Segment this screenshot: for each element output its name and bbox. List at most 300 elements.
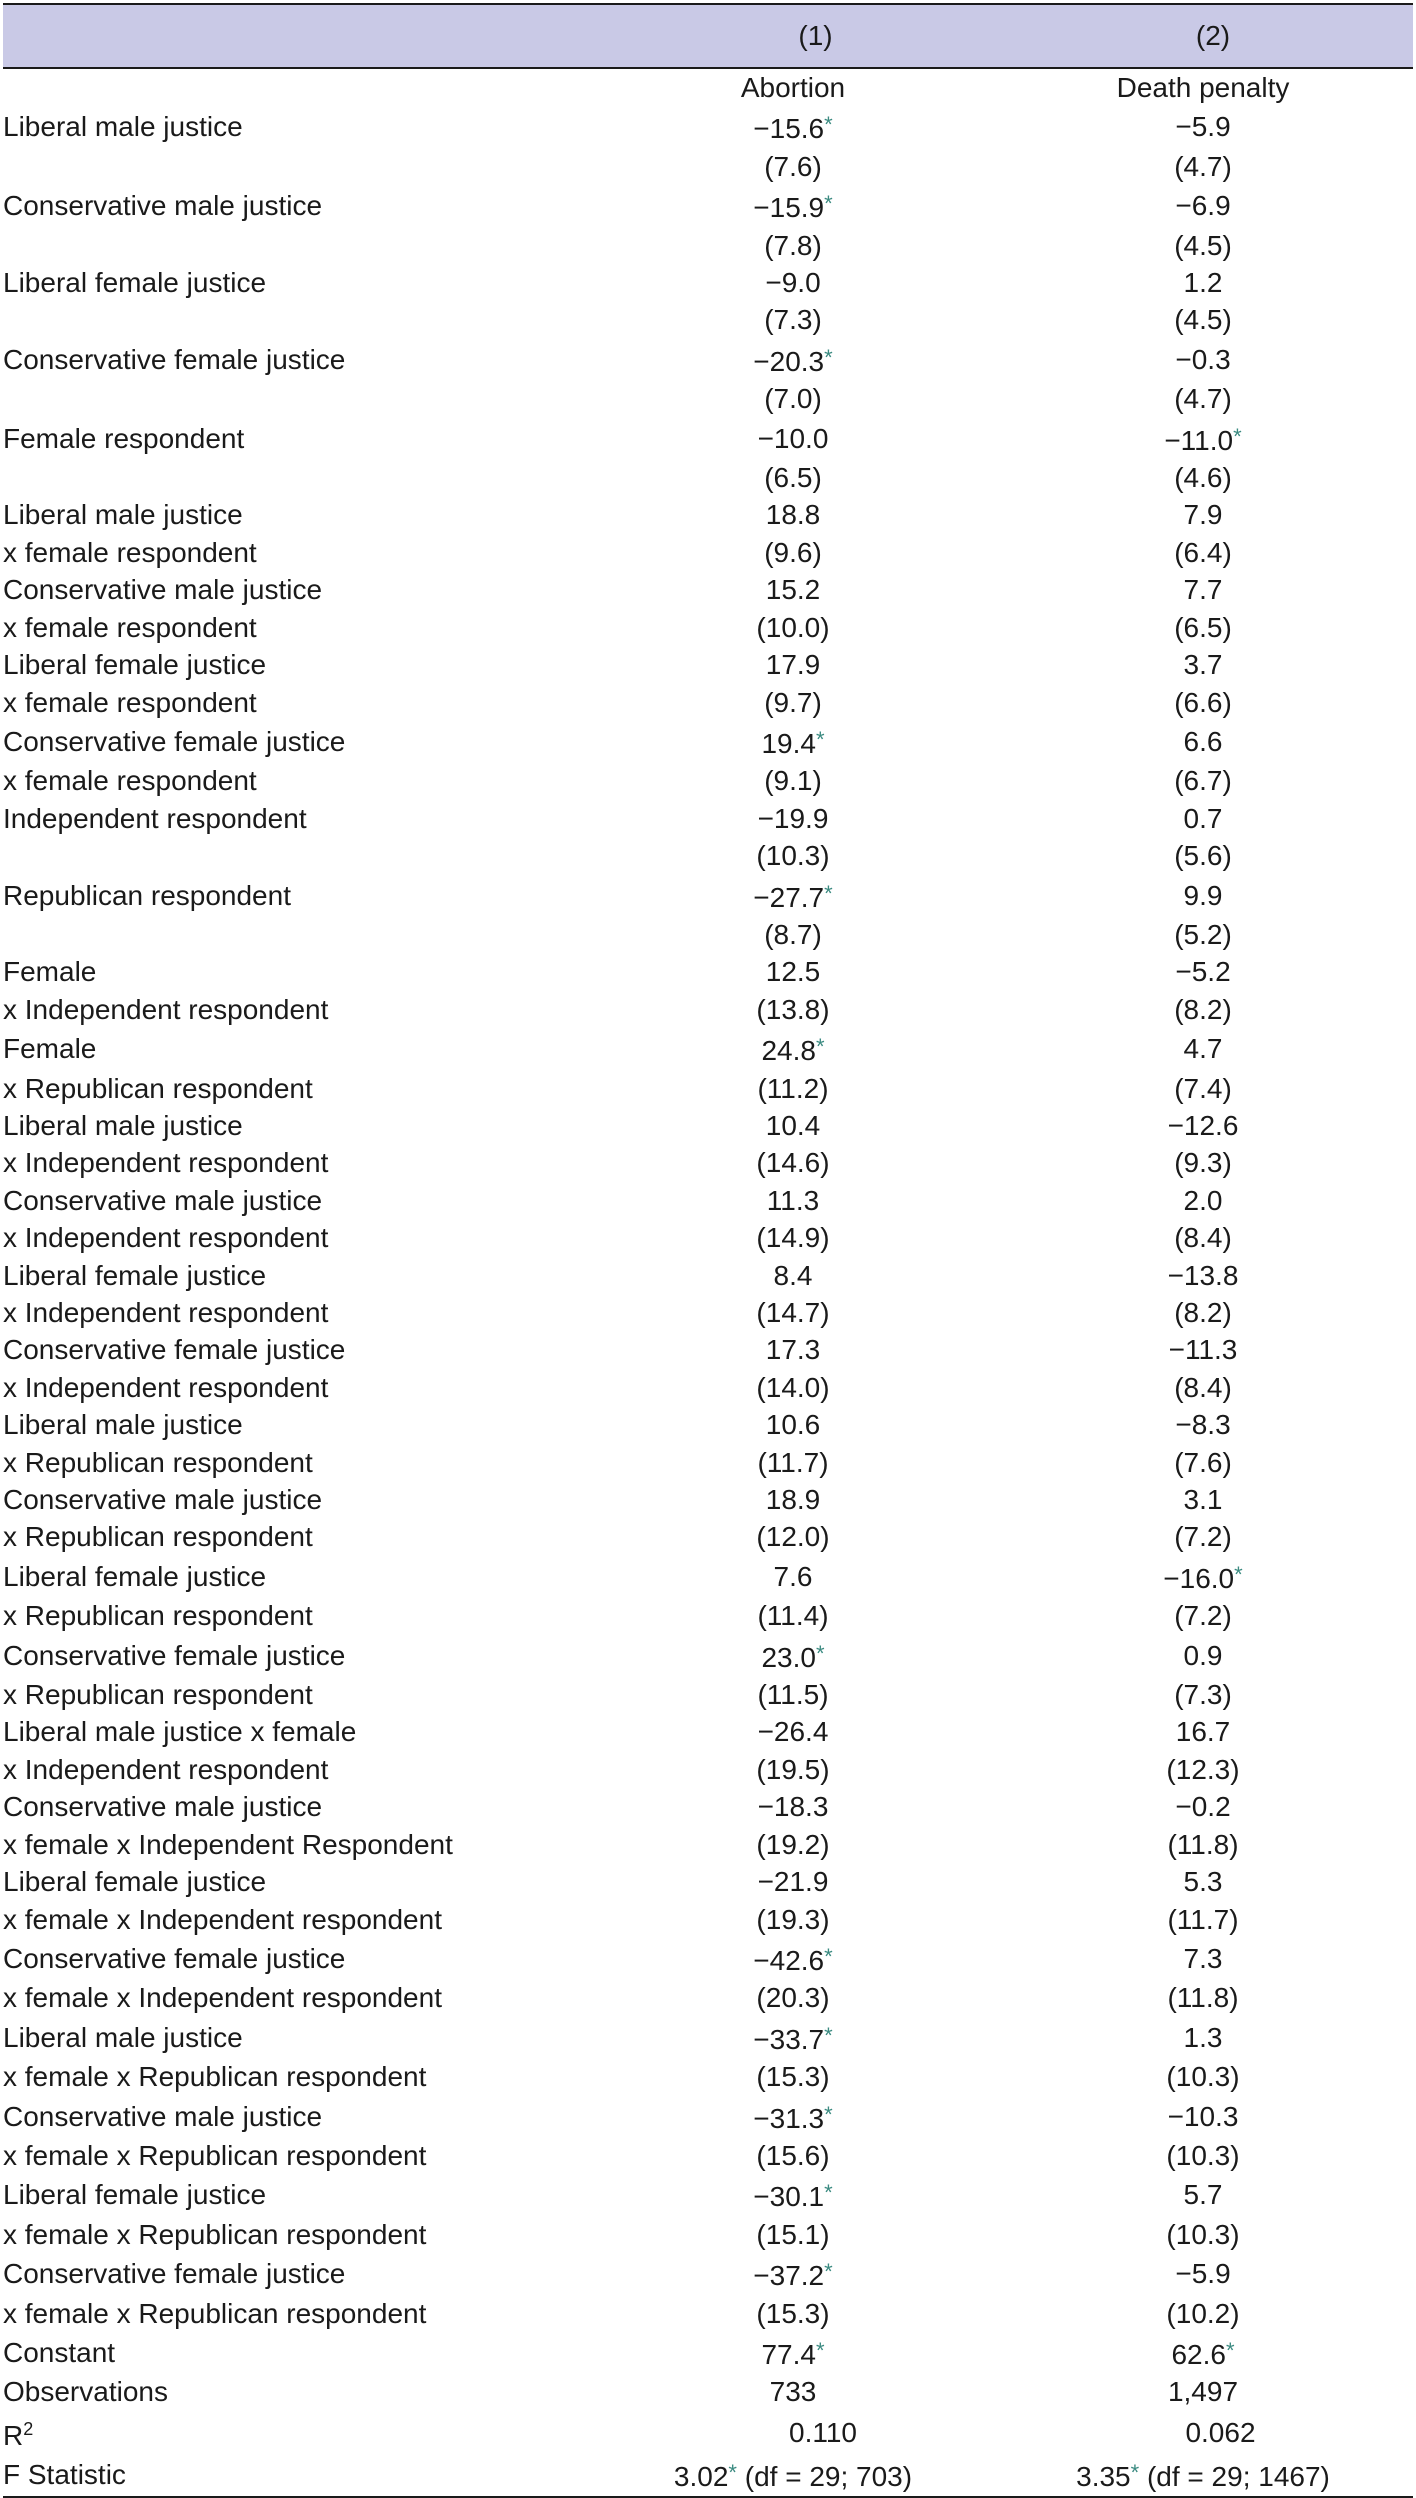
table-row (3, 2295, 1413, 2332)
table-row (3, 185, 1413, 226)
table-row (3, 1369, 1413, 1406)
abortion-value (593, 106, 993, 147)
abortion-value-text: (12.0) (756, 1521, 830, 1553)
abortion-value (593, 916, 993, 953)
abortion-value (593, 1751, 993, 1788)
death-penalty-value (993, 380, 1413, 417)
table-row (3, 1751, 1413, 1788)
regression-table (3, 3, 1413, 2498)
table-row (3, 571, 1413, 608)
abortion-value-text: 18.9 (765, 1484, 821, 1516)
table-row (3, 1331, 1413, 1368)
significance-star: * (815, 2337, 825, 2363)
abortion-value (593, 2295, 993, 2332)
row-label: x female x Republican respondent (3, 2139, 427, 2171)
row-label: Conservative male justice (3, 574, 323, 606)
death-penalty-value-text: 1,497 (1167, 2376, 1239, 2408)
abortion-value-text: (15.3) (756, 2061, 830, 2093)
table-row (3, 1481, 1413, 1518)
table-row (3, 418, 1413, 459)
row-label: Observations (3, 2376, 168, 2408)
table-row (3, 339, 1413, 380)
table-row (3, 459, 1413, 496)
abortion-value (593, 459, 993, 496)
abortion-value-text: −31.3 (753, 2102, 825, 2134)
death-penalty-value-text: 1.3 (1183, 2021, 1223, 2053)
row-label: Liberal male justice (3, 1109, 243, 1141)
death-penalty-value (993, 762, 1413, 799)
column-number-1: (1) (593, 4, 993, 68)
r-squared-label (3, 2411, 593, 2454)
abortion-value-text: 19.4 (761, 727, 816, 759)
abortion-value-text: (11.7) (757, 1446, 829, 1478)
abortion-value (593, 2174, 993, 2215)
table-row (3, 800, 1413, 837)
death-penalty-value-text: −11.3 (1168, 1334, 1238, 1366)
row-label: Conservative male justice (3, 1791, 323, 1823)
table-row (3, 721, 1413, 762)
row-label: x Republican respondent (3, 1521, 313, 1553)
death-penalty-value-text: −10.3 (1167, 2100, 1239, 2132)
death-penalty-value (993, 1556, 1413, 1597)
abortion-value (593, 1331, 993, 1368)
abortion-value-text: −30.1 (753, 2181, 825, 2213)
death-penalty-value-text: −5.9 (1175, 2258, 1231, 2290)
death-penalty-value-text: (12.3) (1166, 1753, 1240, 1785)
abortion-value (593, 1979, 993, 2016)
abortion-value (593, 301, 993, 338)
abortion-value-text: 77.4 (761, 2338, 816, 2370)
abortion-value (593, 991, 993, 1028)
row-label (3, 837, 593, 874)
row-label: Liberal female justice (3, 267, 267, 299)
row-label: x Independent respondent (3, 1297, 329, 1328)
death-penalty-value (993, 1331, 1413, 1368)
table-row (3, 609, 1413, 646)
abortion-value-text: 8.4 (773, 1259, 813, 1291)
table-row (3, 2332, 1413, 2373)
header-blank (3, 4, 593, 68)
table-body (3, 68, 1413, 2497)
death-penalty-value-text: 62.6 (1171, 2338, 1226, 2370)
death-penalty-value (993, 875, 1413, 916)
abortion-value-text: −33.7 (753, 2023, 825, 2055)
death-penalty-value-text: (11.8) (1167, 1982, 1239, 2014)
significance-star: * (1233, 423, 1242, 449)
abortion-value (593, 762, 993, 799)
table-row (3, 2216, 1413, 2253)
table-row (3, 1713, 1413, 1750)
abortion-value-text: (7.8) (764, 229, 822, 261)
row-label: x Independent respondent (3, 1753, 329, 1785)
abortion-value-text: −15.9 (753, 192, 825, 224)
row-label: Liberal male justice (3, 1409, 243, 1441)
table-row (3, 534, 1413, 571)
death-penalty-value-text: (10.3) (1166, 2061, 1240, 2093)
death-penalty-value-text: (7.3) (1174, 1679, 1232, 1711)
abortion-value-text: 17.3 (765, 1334, 821, 1366)
f-statistic-row (3, 2454, 1413, 2496)
row-label: x female x Independent Respondent (3, 1828, 453, 1860)
abortion-value-text: (11.2) (757, 1072, 829, 1104)
abortion-value (593, 1070, 993, 1107)
death-penalty-value (993, 2096, 1413, 2137)
abortion-value (593, 1713, 993, 1750)
death-penalty-value (993, 1788, 1413, 1825)
death-penalty-value (993, 2017, 1413, 2058)
death-penalty-value-text: (4.7) (1174, 383, 1232, 415)
table-row (3, 991, 1413, 1028)
table-row (3, 1863, 1413, 1900)
row-label: Conservative female justice (3, 343, 346, 375)
row-label: Liberal male justice x female (3, 1716, 357, 1748)
abortion-value (593, 1028, 993, 1069)
abortion-value (593, 1556, 993, 1597)
abortion-value-text: −15.6 (753, 113, 825, 145)
death-penalty-value-text: −12.6 (1167, 1109, 1239, 1141)
abortion-value-text: (7.6) (764, 150, 822, 182)
death-penalty-value (993, 1901, 1413, 1938)
death-penalty-value (993, 1294, 1413, 1331)
death-penalty-value (993, 916, 1413, 953)
abortion-value (593, 646, 993, 683)
table-row (3, 301, 1413, 338)
abortion-value (593, 496, 993, 533)
death-penalty-value (993, 1219, 1413, 1256)
death-penalty-value-text: (7.2) (1174, 1600, 1232, 1632)
abortion-value-text: (14.0) (756, 1371, 830, 1403)
abortion-value-text: (10.3) (756, 840, 830, 872)
abortion-value (593, 339, 993, 380)
row-label: Conservative female justice (3, 1639, 346, 1671)
abortion-value-text: (7.3) (764, 304, 822, 336)
death-penalty-value (993, 1182, 1413, 1219)
abortion-value (593, 800, 993, 837)
death-penalty-value-text: (6.5) (1174, 611, 1232, 643)
table-row (3, 837, 1413, 874)
abortion-value-text: (9.6) (764, 536, 822, 568)
table-row (3, 1257, 1413, 1294)
table-header (3, 4, 1413, 68)
abortion-value (593, 1406, 993, 1443)
model-label-blank (3, 68, 593, 106)
table-row (3, 2253, 1413, 2294)
row-label: x female x Republican respondent (3, 2061, 427, 2093)
death-penalty-value (993, 1597, 1413, 1634)
death-penalty-value (993, 418, 1413, 459)
table-row (3, 2137, 1413, 2174)
death-penalty-value-text: −8.3 (1175, 1409, 1231, 1441)
abortion-value-text: (14.7) (756, 1297, 830, 1328)
death-penalty-value (993, 800, 1413, 837)
abortion-value (593, 1107, 993, 1144)
significance-star: * (824, 2101, 833, 2127)
death-penalty-value (993, 684, 1413, 721)
table-row (3, 953, 1413, 990)
table-row (3, 1826, 1413, 1863)
table-row (3, 646, 1413, 683)
abortion-value-text: 7.6 (773, 1560, 813, 1592)
row-label: Liberal female justice (3, 1560, 267, 1592)
table-row (3, 2017, 1413, 2058)
death-penalty-value (993, 837, 1413, 874)
significance-star: * (815, 1034, 825, 1060)
significance-star: * (824, 1943, 833, 1969)
row-label: x female x Republican respondent (3, 2297, 427, 2329)
row-label: x female respondent (3, 686, 257, 718)
death-penalty-value-text: 7.3 (1183, 1942, 1223, 1974)
death-penalty-value-text: (8.2) (1174, 993, 1232, 1025)
abortion-value-text: (14.6) (756, 1147, 830, 1179)
significance-star: * (824, 2022, 833, 2048)
table-row (3, 1901, 1413, 1938)
death-penalty-value (993, 2137, 1413, 2174)
table-row (3, 264, 1413, 301)
death-penalty-value (993, 227, 1413, 264)
row-label: Conservative female justice (3, 725, 346, 757)
abortion-value (593, 2373, 993, 2410)
death-penalty-value-text: −16.0 (1163, 1562, 1235, 1594)
row-label: Republican respondent (3, 879, 291, 911)
death-penalty-value-text: 4.7 (1183, 1033, 1223, 1065)
f-stat-df: (df = 29; 703) (744, 2461, 913, 2493)
death-penalty-value-text: 5.7 (1183, 2179, 1223, 2211)
death-penalty-value-text: 5.3 (1183, 1866, 1223, 1898)
abortion-value-text: 733 (769, 2376, 817, 2408)
table-row (3, 1294, 1413, 1331)
row-label: x female respondent (3, 765, 257, 797)
row-label: Liberal male justice (3, 499, 243, 531)
death-penalty-value (993, 1938, 1413, 1979)
row-label (3, 148, 593, 185)
f-statistic-death-penalty (993, 2454, 1413, 2496)
table-row (3, 875, 1413, 916)
abortion-value (593, 1826, 993, 1863)
f-stat-value: 3.35 (1076, 2461, 1131, 2493)
abortion-value (593, 1518, 993, 1555)
f-stat-df: (df = 29; 1467) (1146, 2461, 1330, 2493)
model-label-row (3, 68, 1413, 106)
abortion-value-text: (7.0) (764, 383, 822, 415)
death-penalty-value (993, 2216, 1413, 2253)
abortion-value-text: (19.3) (756, 1903, 830, 1935)
death-penalty-value (993, 1751, 1413, 1788)
death-penalty-value-text: −11.0 (1164, 424, 1234, 456)
abortion-value (593, 684, 993, 721)
death-penalty-value-text: 1.2 (1183, 267, 1223, 299)
table-row (3, 1107, 1413, 1144)
row-label: Conservative female justice (3, 2258, 346, 2290)
table-row (3, 1556, 1413, 1597)
abortion-value (593, 1863, 993, 1900)
row-label: Liberal female justice (3, 649, 267, 681)
table-row (3, 2174, 1413, 2215)
death-penalty-value-text: (6.4) (1174, 536, 1232, 568)
abortion-value (593, 264, 993, 301)
table-row (3, 1938, 1413, 1979)
row-label: Constant (3, 2336, 116, 2368)
table-row (3, 106, 1413, 147)
death-penalty-value-text: −13.8 (1167, 1259, 1239, 1291)
row-label: Conservative female justice (3, 1334, 346, 1366)
row-label: x Republican respondent (3, 1072, 313, 1104)
death-penalty-value (993, 1635, 1413, 1676)
death-penalty-value (993, 301, 1413, 338)
abortion-value-text: (6.5) (764, 462, 822, 494)
death-penalty-value-text: (8.4) (1174, 1222, 1232, 1254)
abortion-value (593, 185, 993, 226)
death-penalty-value (993, 1257, 1413, 1294)
abortion-value (593, 1182, 993, 1219)
death-penalty-value (993, 721, 1413, 762)
row-label: x female respondent (3, 536, 257, 568)
abortion-value-text: (15.3) (756, 2297, 830, 2329)
death-penalty-value-text: (4.6) (1174, 462, 1232, 494)
table-row (3, 227, 1413, 264)
row-label: Independent respondent (3, 802, 307, 834)
row-label: Conservative male justice (3, 2100, 323, 2132)
table-row (3, 1219, 1413, 1256)
row-label: Female (3, 1033, 97, 1065)
r-squared-death-penalty: 0.062 (1185, 2416, 1256, 2448)
abortion-value-text: (19.2) (756, 1828, 830, 1860)
abortion-value-text: −26.4 (757, 1716, 829, 1748)
table-row (3, 1444, 1413, 1481)
abortion-value-text: (10.0) (756, 611, 830, 643)
death-penalty-value (993, 1406, 1413, 1443)
death-penalty-value (993, 106, 1413, 147)
death-penalty-value-text: (10.3) (1166, 2139, 1240, 2171)
row-label: Liberal female justice (3, 1866, 267, 1898)
table-row (3, 2096, 1413, 2137)
row-label: x Independent respondent (3, 1222, 329, 1254)
table-row (3, 2373, 1413, 2410)
table-row (3, 1979, 1413, 2016)
row-label: x female respondent (3, 611, 257, 643)
abortion-value (593, 1369, 993, 1406)
death-penalty-value (993, 991, 1413, 1028)
abortion-value-text: −37.2 (753, 2260, 825, 2292)
row-label (3, 916, 593, 953)
significance-star: * (815, 1640, 825, 1666)
table-row (3, 1144, 1413, 1181)
table-row (3, 1028, 1413, 1069)
death-penalty-value-text: −6.9 (1175, 190, 1231, 222)
row-label: x Republican respondent (3, 1446, 313, 1478)
death-penalty-value (993, 1863, 1413, 1900)
abortion-value (593, 721, 993, 762)
row-label (3, 459, 593, 496)
row-label: x Republican respondent (3, 1600, 313, 1632)
death-penalty-value-text: (11.8) (1167, 1828, 1239, 1860)
abortion-value-text: (13.8) (756, 993, 830, 1025)
death-penalty-value (993, 1028, 1413, 1069)
death-penalty-value-text: 3.1 (1183, 1484, 1223, 1516)
death-penalty-value (993, 2174, 1413, 2215)
abortion-value (593, 1597, 993, 1634)
death-penalty-value (993, 185, 1413, 226)
abortion-value-text: 11.3 (766, 1184, 820, 1216)
abortion-value (593, 2137, 993, 2174)
row-label: Liberal female justice (3, 2179, 267, 2211)
row-label: Liberal male justice (3, 111, 243, 143)
row-label: Liberal male justice (3, 2021, 243, 2053)
death-penalty-value-text: (5.6) (1174, 840, 1232, 872)
death-penalty-value-text: 0.7 (1183, 802, 1223, 834)
death-penalty-value-text: (8.4) (1174, 1371, 1232, 1403)
table-row (3, 148, 1413, 185)
abortion-value-text: −42.6 (753, 1944, 825, 1976)
abortion-value (593, 609, 993, 646)
death-penalty-value (993, 2295, 1413, 2332)
abortion-value-text: −18.3 (757, 1791, 829, 1823)
death-penalty-value (993, 609, 1413, 646)
abortion-value (593, 1257, 993, 1294)
abortion-value-text: (11.4) (757, 1600, 829, 1632)
death-penalty-value-text: −5.2 (1175, 956, 1231, 988)
death-penalty-value-text: (5.2) (1174, 918, 1232, 950)
row-label: x female x Independent respondent (3, 1903, 442, 1935)
abortion-value-text: (15.1) (756, 2218, 830, 2250)
row-label: Liberal female justice (3, 1259, 267, 1291)
death-penalty-value-text: (4.5) (1174, 304, 1232, 336)
significance-star: * (728, 2460, 737, 2486)
abortion-value (593, 1788, 993, 1825)
abortion-value (593, 148, 993, 185)
abortion-value-text: (20.3) (756, 1982, 830, 2014)
death-penalty-value-text: (11.7) (1167, 1903, 1239, 1935)
abortion-value-text: −19.9 (757, 802, 829, 834)
death-penalty-value (993, 2373, 1413, 2410)
abortion-value (593, 2017, 993, 2058)
abortion-value-text: −9.0 (765, 267, 821, 299)
abortion-value (593, 953, 993, 990)
abortion-value (593, 1294, 993, 1331)
table-row (3, 1070, 1413, 1107)
abortion-value (593, 1938, 993, 1979)
abortion-value-text: 24.8 (761, 1035, 816, 1067)
death-penalty-value (993, 1070, 1413, 1107)
row-label: x female x Republican respondent (3, 2218, 427, 2250)
abortion-value-text: (11.5) (757, 1679, 829, 1711)
abortion-value-text: 10.4 (765, 1109, 821, 1141)
table-row (3, 1676, 1413, 1713)
death-penalty-value-text: (6.6) (1174, 686, 1232, 718)
model-label-death-penalty: Death penalty (1116, 72, 1290, 103)
death-penalty-value (993, 264, 1413, 301)
death-penalty-value (993, 1107, 1413, 1144)
abortion-value (593, 418, 993, 459)
abortion-value (593, 1481, 993, 1518)
row-label: x Independent respondent (3, 993, 329, 1025)
abortion-value-text: 23.0 (761, 1641, 816, 1673)
abortion-value (593, 1444, 993, 1481)
death-penalty-value-text: (4.5) (1174, 229, 1232, 261)
death-penalty-value (993, 953, 1413, 990)
death-penalty-value-text: 2.0 (1183, 1184, 1223, 1216)
row-label (3, 380, 593, 417)
death-penalty-value-text: (7.2) (1174, 1521, 1232, 1553)
f-stat-value: 3.02 (673, 2461, 729, 2493)
abortion-value-text: −27.7 (753, 881, 825, 913)
death-penalty-value (993, 646, 1413, 683)
abortion-value (593, 1144, 993, 1181)
death-penalty-value-text: (10.2) (1166, 2297, 1240, 2329)
death-penalty-value (993, 148, 1413, 185)
abortion-value (593, 380, 993, 417)
death-penalty-value-text: 0.9 (1183, 1639, 1223, 1671)
abortion-value (593, 1635, 993, 1676)
